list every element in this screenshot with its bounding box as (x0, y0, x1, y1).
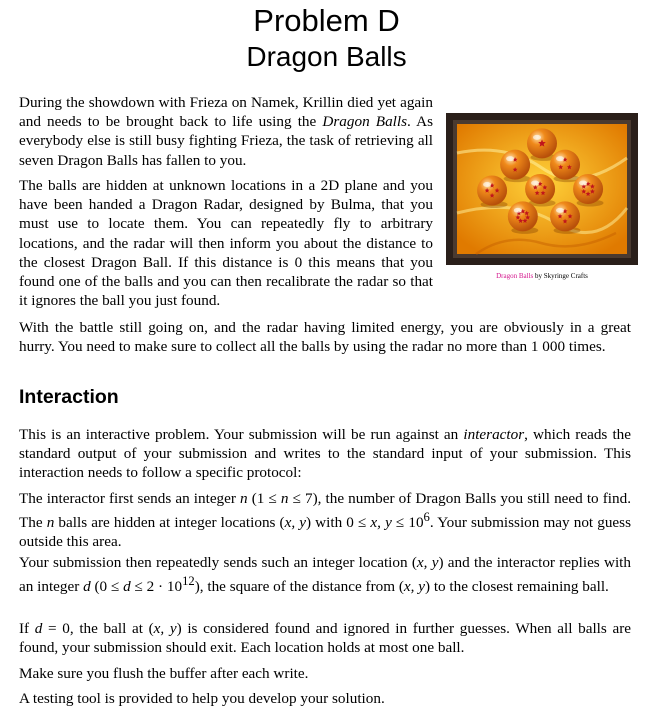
dragon-balls-photo (446, 113, 638, 265)
interaction-heading: Interaction (19, 386, 119, 408)
problem-label: Problem D (253, 3, 400, 38)
figure-caption: Dragon Balls by Skyringe Crafts (496, 272, 588, 280)
interaction-paragraph-6: A testing tool is provided to help you develop your solution. (19, 690, 385, 707)
interaction-paragraph-5: Make sure you flush the buffer after each write. (19, 665, 309, 682)
figure-caption-link[interactable]: Dragon Balls (496, 272, 534, 280)
intro-paragraph-2: The balls are hidden at unknown locations in a 2D plane and you have been handed a Dragon Radar, designed by Bulma, that you must use to locate them. You can repeatedly fly to arbitrary locations, and the radar will then inform you about the distance to the closest Dragon Ball. If this distance is 0 this means that you found one of the balls and you can then recalibrate the radar so that it ignores the ball you just found. (19, 177, 433, 310)
interaction-paragraph-1: This is an interactive problem. Your submission will be run against an interactor, which reads the standard output of your submission and writes to the standard input of your submission. This interaction needs to follow a specific protocol: (19, 426, 631, 482)
interaction-paragraph-4: If d = 0, the ball at (x, y) is considered found and ignored in further guesses. When all balls are found, your submission should exit. Each location holds at most one ball. (19, 620, 632, 657)
problem-title: Dragon Balls (246, 41, 407, 72)
intro-paragraph-1: During the showdown with Frieza on Namek, Krillin died yet again and needs to be brought back to life using the Dragon Balls. As everybody else is still busy fighting Frieza, the task of retrieving all seven Dragon Balls has fallen to you. (19, 94, 433, 169)
intro-paragraph-3: With the battle still going on, and the radar having limited energy, you are obviously in a great hurry. You need to make sure to collect all the balls by using the radar no more than 1 000 times. (19, 319, 631, 356)
interaction-paragraph-2: The interactor first sends an integer n (1 ≤ n ≤ 7), the number of Dragon Balls you still need to find. The n balls are hidden at integer locations (x, y) with 0 ≤ x, $y \le 10^6$. Your submission may not guess outside this area. (19, 490, 631, 551)
interaction-paragraph-3: Your submission then repeatedly sends such an integer location (x, y) and the interactor replies with an integer d $(0 \le d \le 2 \cdot 10^{12})$, the square of the distance from (x, y) to the closest remaining ball. (19, 554, 631, 596)
